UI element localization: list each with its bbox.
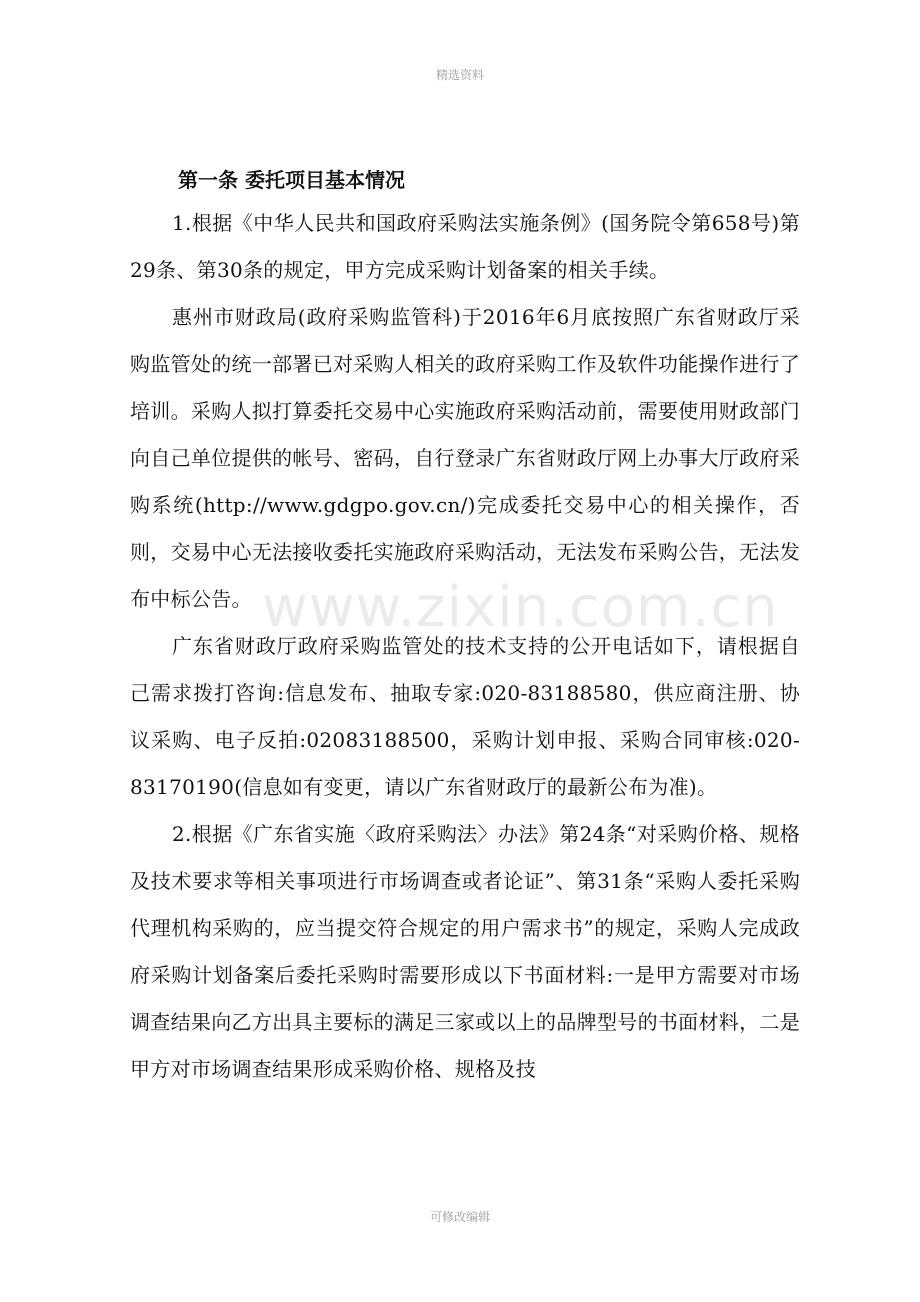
- paragraph-2: 惠州市财政局(政府采购监管科)于2016年6月底按照广东省财政厅采购监管处的统一部署已对采购人相关的政府采购工作及软件功能操作进行了培训。采购人拟打算委托交易中心实施政府采购活动前，需要使用财政部门向自己单位提供的帐号、密码，自行登录广东省财政厅网上办事大厅政府采购系统(http://www.gdgpo.gov.cn/)完成委托交易中心的相关操作，否则，交易中心无法接收委托实施政府采购活动，无法发布采购公告，无法发布中标公告。: [130, 305, 800, 611]
- page-header-note: 精选资料: [435, 68, 484, 82]
- paragraph-3: 广东省财政厅政府采购监管处的技术支持的公开电话如下，请根据自己需求拨打咨询:信息发布、抽取专家:020-83188580，供应商注册、协议采购、电子反拍:02083188500，采购计划申报、采购合同审核:020-83170190(信息如有变更，请以广东省财政厅的最新公布为准)。: [130, 634, 800, 799]
- document-body: [130, 160, 800, 1093]
- paragraph-4: 2.根据《广东省实施〈政府采购法〉办法》第24条“对采购价格、规格及技术要求等相关事项进行市场调查或者论证”、第31条“采购人委托采购代理机构采购的，应当提交符合规定的用户需求书”的规定，采购人完成政府采购计划备案后委托采购时需要形成以下书面材料:一是甲方需要对市场调查结果向乙方出具主要标的满足三家或以上的品牌型号的书面材料，二是甲方对市场调查结果形成采购价格、规格及技: [130, 822, 800, 1081]
- watermark-text: www.zixin.com.cn: [262, 575, 779, 640]
- paragraph-1: 1.根据《中华人民共和国政府采购法实施条例》(国务院令第658号)第29条、第30条的规定，甲方完成采购计划备案的相关手续。: [130, 211, 800, 282]
- page-footer-note: 可修改编辑: [429, 1210, 490, 1224]
- section-title: 第一条 委托项目基本情况: [178, 168, 405, 192]
